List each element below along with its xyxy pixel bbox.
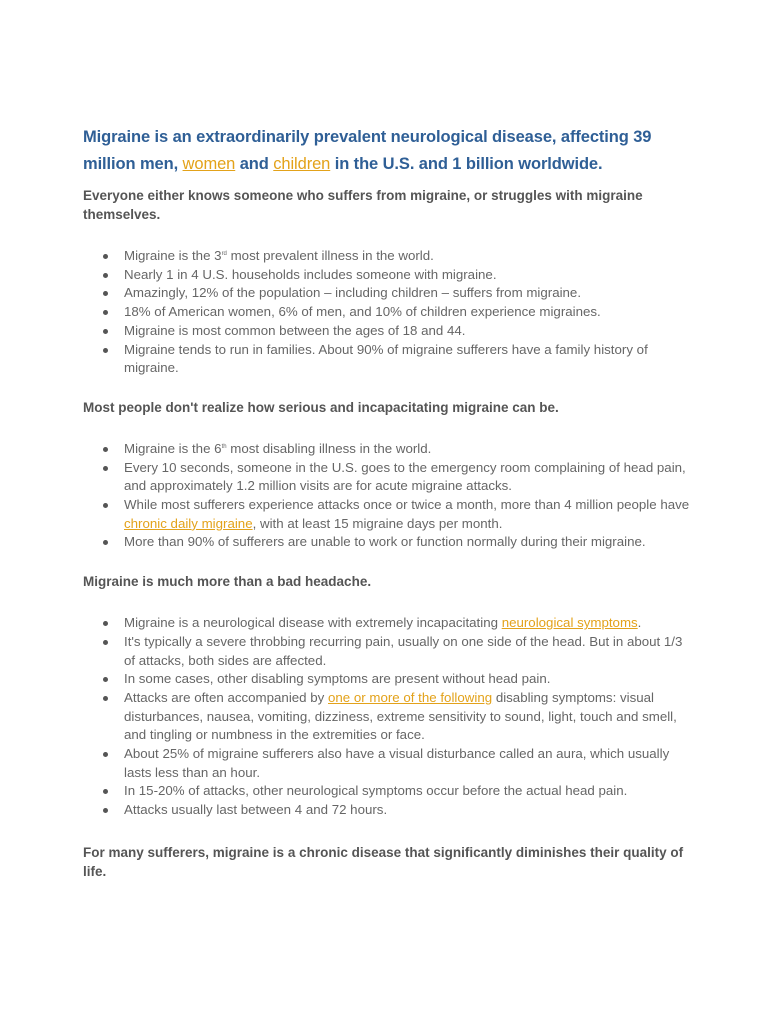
children-link[interactable]: children bbox=[273, 155, 331, 173]
list-item: Amazingly, 12% of the population – including children – suffers from migraine. bbox=[83, 284, 693, 303]
list-item: 18% of American women, 6% of men, and 10% of children experience migraines. bbox=[83, 303, 693, 322]
bullet-icon bbox=[103, 789, 108, 794]
severity-list bbox=[83, 440, 693, 552]
list-item: More than 90% of sufferers are unable to work or function normally during their migraine. bbox=[83, 533, 693, 552]
bullet-icon bbox=[103, 677, 108, 682]
list-item: Nearly 1 in 4 U.S. households includes someone with migraine. bbox=[83, 266, 693, 285]
bullet-icon bbox=[103, 291, 108, 296]
closing-statement: For many sufferers, migraine is a chronic disease that significantly diminishes their quality of life. bbox=[83, 844, 684, 879]
list-item: While most sufferers experience attacks once or twice a month, more than 4 million people have chronic daily migraine, with at least 15 migraine days per month. bbox=[83, 496, 693, 533]
list-item: About 25% of migraine sufferers also have a visual disturbance called an aura, which usually lasts less than an hour. bbox=[83, 745, 693, 782]
bullet-icon bbox=[103, 310, 108, 315]
list-item: Every 10 seconds, someone in the U.S. goes to the emergency room complaining of head pain, and approximately 1.2 million visits are for acute migraine attacks. bbox=[83, 459, 693, 496]
one-or-more-of-the-following-link[interactable]: one or more of the following bbox=[328, 689, 493, 705]
symptoms-list bbox=[83, 614, 693, 820]
neurological-symptoms-link[interactable]: neurological symptoms bbox=[501, 615, 638, 631]
section-heading-severity: Most people don't realize how serious and incapacitating migraine can be. bbox=[83, 399, 559, 415]
chronic-daily-migraine-link[interactable]: chronic daily migraine bbox=[124, 515, 253, 531]
bullet-icon bbox=[103, 329, 108, 334]
bullet-icon bbox=[103, 640, 108, 645]
list-item: Attacks are often accompanied by one or more of the following disabling symptoms: visual disturbances, nausea, vomiting, dizziness, extreme sensitivity to sound, light, touch and smell, and tingling or numbness in the extremities or face. bbox=[83, 689, 693, 745]
list-item: In 15-20% of attacks, other neurological symptoms occur before the actual head pain. bbox=[83, 782, 693, 801]
list-item: Migraine is the 6th most disabling illness in the world. bbox=[83, 440, 693, 459]
document-page bbox=[83, 124, 693, 881]
bullet-icon bbox=[103, 621, 108, 626]
list-item: Migraine is the 3rd most prevalent illness in the world. bbox=[83, 247, 693, 266]
bullet-icon bbox=[103, 696, 108, 701]
prevalence-list bbox=[83, 247, 693, 378]
bullet-icon bbox=[103, 447, 108, 452]
headline-text-part3: in the U.S. and 1 billion worldwide. bbox=[334, 155, 603, 173]
bullet-icon bbox=[103, 273, 108, 278]
bullet-icon bbox=[103, 752, 108, 757]
bullet-icon bbox=[103, 808, 108, 813]
list-item: It's typically a severe throbbing recurring pain, usually on one side of the head. But in about 1/3 of attacks, both sides are affected. bbox=[83, 633, 693, 670]
list-item: In some cases, other disabling symptoms are present without head pain. bbox=[83, 670, 693, 689]
women-link[interactable]: women bbox=[182, 155, 236, 173]
headline-text-part2: and bbox=[239, 155, 269, 173]
list-item: Migraine is most common between the ages of 18 and 44. bbox=[83, 322, 693, 341]
bullet-icon bbox=[103, 466, 108, 471]
bullet-icon bbox=[103, 503, 108, 508]
list-item: Migraine tends to run in families. About 90% of migraine sufferers have a family history of migraine. bbox=[83, 341, 693, 378]
list-item: Migraine is a neurological disease with extremely incapacitating neurological symptoms. bbox=[83, 614, 693, 633]
page-headline bbox=[83, 124, 693, 178]
bullet-icon bbox=[103, 348, 108, 353]
bullet-icon bbox=[103, 254, 108, 259]
intro-paragraph: Everyone either knows someone who suffers from migraine, or struggles with migraine themselves. bbox=[83, 188, 643, 222]
list-item: Attacks usually last between 4 and 72 hours. bbox=[83, 801, 693, 820]
bullet-icon bbox=[103, 540, 108, 545]
headline-text-part1: Migraine is an extraordinarily prevalent neurological disease, affecting 39 million men, bbox=[83, 128, 652, 173]
section-heading-not-just-headache: Migraine is much more than a bad headache. bbox=[83, 574, 372, 590]
